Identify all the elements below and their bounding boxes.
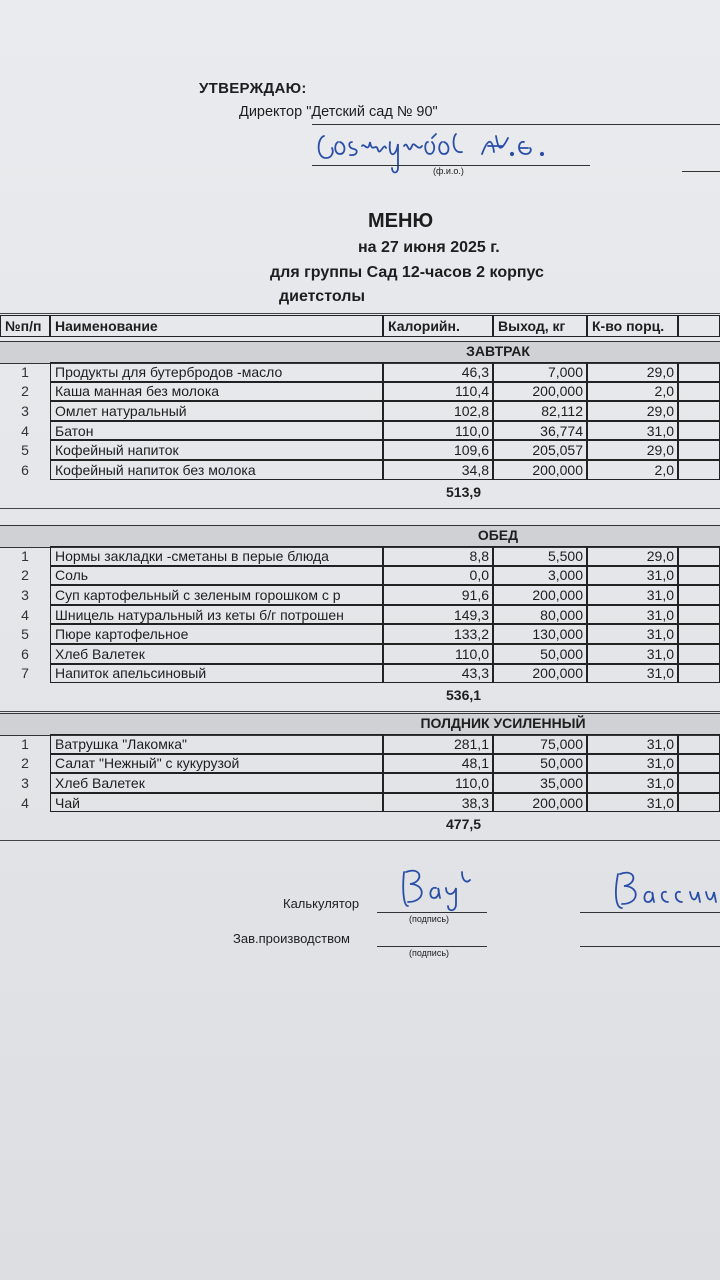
menu-subgroup: диетстолы (279, 288, 366, 305)
row-portions: 31,0 (587, 754, 678, 774)
row-number: 1 (21, 547, 29, 564)
row-portions: 29,0 (587, 440, 678, 460)
table-row (0, 440, 720, 460)
table-row (0, 664, 720, 684)
row-yield: 50,000 (493, 754, 587, 774)
row-name: Соль (50, 566, 383, 586)
row-name: Кофейный напиток (50, 440, 383, 460)
row-name: Хлеб Валетек (50, 644, 383, 664)
table-row (0, 382, 720, 402)
header-calories: Калорийн. (383, 315, 493, 337)
row-yield: 3,000 (493, 566, 587, 586)
row-calories: 48,1 (383, 754, 493, 774)
production-label: Зав.производством (233, 931, 350, 946)
row-extra-cell (678, 362, 720, 382)
row-portions: 31,0 (587, 605, 678, 625)
menu-group: для группы Сад 12-часов 2 корпус (270, 264, 544, 281)
row-name: Пюре картофельное (50, 624, 383, 644)
row-yield: 50,000 (493, 644, 587, 664)
row-portions: 31,0 (587, 566, 678, 586)
row-name: Напиток апельсиновый (50, 664, 383, 684)
row-yield: 80,000 (493, 605, 587, 625)
section-total: 513,9 (446, 483, 482, 500)
calculator-label: Калькулятор (283, 896, 360, 911)
row-extra-cell (678, 754, 720, 774)
row-yield: 82,112 (493, 401, 587, 421)
row-name: Омлет натуральный (50, 401, 383, 421)
row-yield: 7,000 (493, 362, 587, 382)
row-portions: 31,0 (587, 421, 678, 441)
row-calories: 110,0 (383, 644, 493, 664)
row-calories: 0,0 (383, 566, 493, 586)
table-row (0, 605, 720, 625)
row-yield: 75,000 (493, 734, 587, 754)
row-portions: 31,0 (587, 734, 678, 754)
section-title: ЗАВТРАК (466, 343, 530, 359)
menu-title: МЕНЮ (368, 210, 434, 232)
production-signature-caption: (подпись) (409, 948, 450, 958)
row-calories: 8,8 (383, 546, 493, 566)
row-extra-cell (678, 585, 720, 605)
header-portions: К-во порц. (587, 315, 678, 337)
row-number: 5 (21, 442, 29, 459)
row-number: 2 (21, 755, 29, 772)
row-number: 6 (21, 645, 29, 662)
row-extra-cell (678, 644, 720, 664)
table-row (0, 585, 720, 605)
production-signature-line (377, 946, 487, 947)
row-calories: 110,0 (383, 773, 493, 793)
row-calories: 38,3 (383, 793, 493, 813)
row-portions: 31,0 (587, 793, 678, 813)
table-row (0, 460, 720, 480)
row-yield: 5,500 (493, 546, 587, 566)
row-extra-cell (678, 440, 720, 460)
row-calories: 281,1 (383, 734, 493, 754)
row-calories: 102,8 (383, 401, 493, 421)
row-yield: 200,000 (493, 382, 587, 402)
row-extra-cell (678, 734, 720, 754)
director-line: Директор "Детский сад № 90" (239, 104, 438, 120)
row-calories: 46,3 (383, 362, 493, 382)
row-number: 2 (21, 383, 29, 400)
approval-title: УТВЕРЖДАЮ: (199, 80, 307, 97)
row-number: 3 (21, 774, 29, 791)
row-yield: 200,000 (493, 664, 587, 684)
row-calories: 34,8 (383, 460, 493, 480)
section-total: 477,5 (446, 816, 482, 833)
row-portions: 31,0 (587, 773, 678, 793)
row-number: 4 (21, 794, 29, 811)
row-calories: 109,6 (383, 440, 493, 460)
table-row (0, 362, 720, 382)
row-portions: 2,0 (587, 382, 678, 402)
header-extra-cell (678, 315, 720, 337)
row-portions: 29,0 (587, 362, 678, 382)
production-signature-line-2 (580, 946, 720, 947)
row-name: Продукты для бутербродов -масло (50, 362, 383, 382)
row-yield: 130,000 (493, 624, 587, 644)
row-portions: 31,0 (587, 664, 678, 684)
row-portions: 31,0 (587, 644, 678, 664)
row-name: Суп картофельный с зеленым горошком с р (50, 585, 383, 605)
table-row (0, 566, 720, 586)
table-row (0, 401, 720, 421)
row-extra-cell (678, 773, 720, 793)
row-name: Кофейный напиток без молока (50, 460, 383, 480)
header-number: №п/п (0, 315, 50, 337)
table-row (0, 793, 720, 813)
table-row (0, 773, 720, 793)
section-title: ПОЛДНИК УСИЛЕННЫЙ (420, 715, 586, 731)
fio-caption: (ф.и.о.) (433, 166, 464, 176)
row-calories: 149,3 (383, 605, 493, 625)
table-row (0, 754, 720, 774)
row-name: Нормы закладки -сметаны в перые блюда (50, 546, 383, 566)
section-bottom-rule (0, 508, 720, 509)
table-row (0, 546, 720, 566)
row-extra-cell (678, 546, 720, 566)
row-portions: 2,0 (587, 460, 678, 480)
section-title: ОБЕД (477, 527, 519, 543)
calculator-signature-caption: (подпись) (409, 914, 450, 924)
row-number: 5 (21, 626, 29, 643)
row-yield: 35,000 (493, 773, 587, 793)
row-calories: 91,6 (383, 585, 493, 605)
row-extra-cell (678, 624, 720, 644)
row-name: Батон (50, 421, 383, 441)
row-portions: 31,0 (587, 585, 678, 605)
row-extra-cell (678, 421, 720, 441)
row-name: Хлеб Валетек (50, 773, 383, 793)
row-portions: 29,0 (587, 546, 678, 566)
menu-date: на 27 июня 2025 г. (358, 239, 500, 256)
table-row (0, 644, 720, 664)
calculator-signature-2 (610, 866, 720, 921)
row-calories: 133,2 (383, 624, 493, 644)
row-number: 3 (21, 402, 29, 419)
row-name: Салат "Нежный" с кукурузой (50, 754, 383, 774)
table-row (0, 421, 720, 441)
row-extra-cell (678, 382, 720, 402)
row-calories: 110,4 (383, 382, 493, 402)
section-total: 536,1 (446, 687, 482, 704)
row-yield: 200,000 (493, 585, 587, 605)
row-name: Ватрушка "Лакомка" (50, 734, 383, 754)
director-underline (312, 124, 720, 125)
row-extra-cell (678, 401, 720, 421)
row-number: 4 (21, 606, 29, 623)
calculator-signature (398, 862, 478, 919)
row-name: Шницель натуральный из кеты б/г потрошен (50, 605, 383, 625)
row-number: 2 (21, 567, 29, 584)
row-number: 1 (21, 735, 29, 752)
row-number: 4 (21, 422, 29, 439)
row-yield: 36,774 (493, 421, 587, 441)
row-extra-cell (678, 793, 720, 813)
row-calories: 110,0 (383, 421, 493, 441)
row-name: Каша манная без молока (50, 382, 383, 402)
row-extra-cell (678, 566, 720, 586)
row-number: 1 (21, 363, 29, 380)
signature-dash (682, 171, 720, 172)
header-name: Наименование (50, 315, 383, 337)
row-extra-cell (678, 605, 720, 625)
row-yield: 200,000 (493, 460, 587, 480)
row-yield: 200,000 (493, 793, 587, 813)
row-number: 3 (21, 586, 29, 603)
table-header-row (0, 315, 720, 337)
row-extra-cell (678, 460, 720, 480)
row-portions: 31,0 (587, 624, 678, 644)
row-name: Чай (50, 793, 383, 813)
row-extra-cell (678, 664, 720, 684)
table-top-rule (0, 313, 720, 314)
row-portions: 29,0 (587, 401, 678, 421)
table-row (0, 734, 720, 754)
table-row (0, 624, 720, 644)
row-number: 6 (21, 461, 29, 478)
row-number: 7 (21, 665, 29, 682)
header-yield: Выход, кг (493, 315, 587, 337)
section-bottom-rule (0, 840, 720, 841)
row-yield: 205,057 (493, 440, 587, 460)
row-calories: 43,3 (383, 664, 493, 684)
